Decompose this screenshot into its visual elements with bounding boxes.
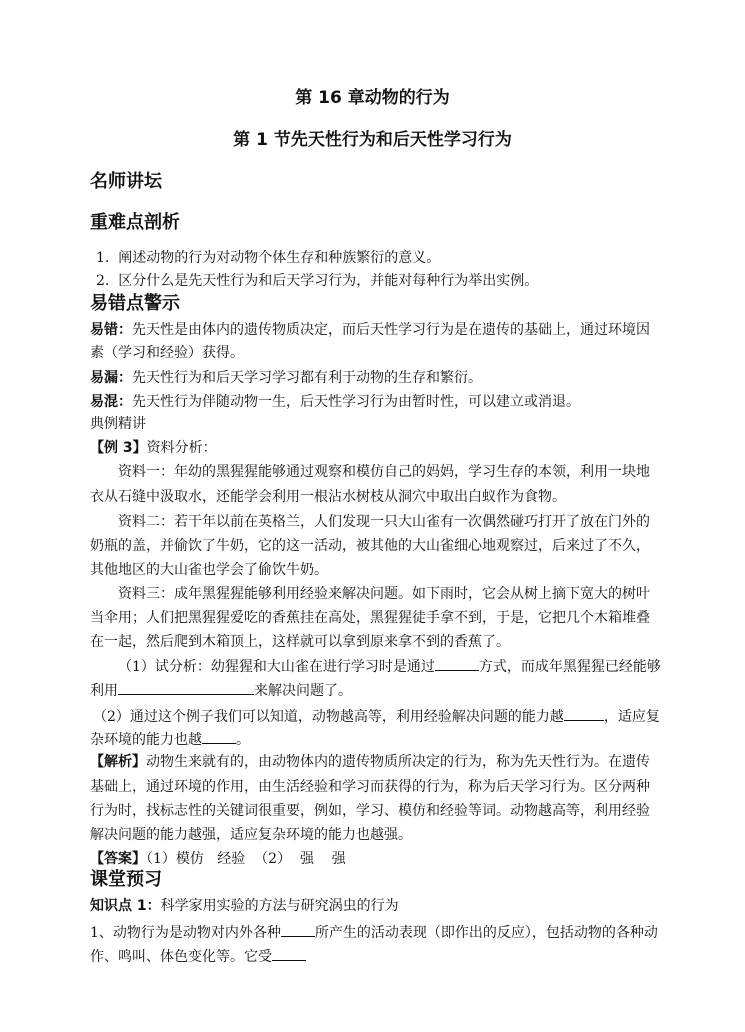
teacher-forum-heading: 名师讲坛 (90, 171, 162, 192)
chapter-title: 第 16 章动物的行为 (295, 88, 450, 108)
question-1-text: 利用 (90, 683, 118, 699)
question-1-line (118, 656, 718, 677)
key-point-item: 1. 阐述动物的行为对动物个体生存和种族繁衍的意义。 (96, 250, 441, 266)
key-points-heading: 重难点剖析 (90, 212, 180, 233)
analysis-text: 动物生来就有的，由动物体内的遗传物质所决定的行为，称为先天性行为。在遗传 (146, 754, 650, 770)
omit-line (90, 368, 690, 388)
preview-heading: 课堂预习 (90, 869, 162, 890)
material-1-line: 衣从石缝中汲取水，还能学会利用一根沾水树枝从洞穴中取出白蚁作为食物。 (90, 489, 566, 505)
example-heading: 典例精讲 (90, 416, 146, 432)
answer-blank[interactable] (118, 680, 254, 695)
analysis-line: 基础上，通过环境的作用，由生活经验和学习而获得的行为，称为后天学习行为。区分两种 (90, 779, 650, 795)
omit-text: 先天性行为和后天学习学习都有利于动物的生存和繁衍。 (132, 370, 482, 386)
question-2-text: 。 (236, 732, 250, 748)
material-1-line: 资料一：年幼的黑猩猩能够通过观察和模仿自己的妈妈，学习生存的本领，利用一块地 (118, 464, 650, 480)
preview-line (90, 922, 690, 943)
error-text: 先天性是由体内的遗传物质决定，而后天性学习行为是在遗传的基础上，通过环境因 (132, 322, 650, 338)
example-intro: 资料分析： (146, 440, 217, 456)
key-point-item: 2. 区分什么是先天性行为和后天学习行为，并能对每种行为举出实例。 (96, 273, 539, 289)
question-2-text: ，适应复 (603, 709, 660, 725)
mistakes-heading: 易错点警示 (90, 293, 180, 314)
answer-blank[interactable] (435, 656, 479, 671)
answer-label: 【答案】 (90, 851, 146, 867)
knowledge-point-text: 科学家用实验的方法与研究涡虫的行为 (160, 898, 399, 914)
material-2-line: 资料二：若干年以前在英格兰，人们发现一只大山雀有一次偶然碰巧打开了放在门外的 (118, 514, 650, 530)
question-2-text: （2）通过这个例子我们可以知道，动物越高等，利用经验解决问题的能力越 (93, 709, 564, 725)
error-line-cont: 素（学习和经验）获得。 (90, 345, 244, 361)
material-3-line: 在一起，然后爬到木箱顶上，这样就可以拿到原来拿不到的香蕉了。 (90, 634, 510, 650)
preview-text: 1、动物行为是动物对内外各种 (90, 925, 281, 941)
section-title: 第 1 节先天性行为和后天性学习行为 (233, 130, 512, 150)
answer-blank[interactable] (272, 946, 306, 961)
question-2-line-cont (90, 729, 690, 750)
question-1-text: 来解决问题了。 (254, 683, 352, 699)
question-2-line (93, 706, 693, 727)
analysis-line: 解决问题的能力越强，适应复杂环境的能力也越强。 (90, 827, 412, 843)
knowledge-point-label: 知识点 1： (90, 898, 161, 914)
knowledge-point-line (90, 896, 690, 916)
omit-label: 易漏： (90, 370, 132, 386)
question-1-text: 方式，而成年黑猩猩已经能够 (478, 659, 661, 675)
preview-text: 作、鸣叫、体色变化等。它受 (90, 949, 272, 965)
preview-text: 所产生的活动表现（即作出的反应），包括动物的各种动 (314, 925, 658, 941)
confuse-text: 先天性行为伴随动物一生，后天性学习行为由暂时性，可以建立或消退。 (132, 394, 580, 410)
material-2-line: 其他地区的大山雀也学会了偷饮牛奶。 (90, 562, 328, 578)
analysis-line: 行为时，找标志性的关键词很重要，例如，学习、模仿和经验等词。动物越高等，利用经验 (90, 803, 650, 819)
answer-blank[interactable] (564, 706, 604, 721)
answer-line (90, 849, 690, 869)
answer-blank[interactable] (281, 922, 315, 937)
preview-line (90, 946, 690, 967)
error-line (90, 320, 690, 340)
confuse-line (90, 392, 690, 412)
example-intro-line (90, 438, 690, 458)
question-2-text: 杂环境的能力也越 (90, 732, 202, 748)
question-1-line-cont (90, 680, 690, 701)
material-3-line: 资料三：成年黑猩猩能够利用经验来解决问题。如下雨时，它会从树上摘下宽大的树叶 (118, 586, 650, 602)
analysis-label: 【解析】 (90, 754, 146, 770)
error-label: 易错： (90, 322, 132, 338)
analysis-line (90, 752, 690, 772)
question-1-text: （1）试分析：幼猩猩和大山雀在进行学习时是通过 (118, 659, 435, 675)
answer-text: （1）模仿 经验 （2） 强 强 (146, 851, 346, 867)
material-2-line: 奶瓶的盖，并偷饮了牛奶，它的这一活动，被其他的大山雀细心地观察过，后来过了不久， (90, 538, 650, 554)
answer-blank[interactable] (202, 729, 236, 744)
confuse-label: 易混： (90, 394, 132, 410)
material-3-line: 当伞用；人们把黑猩猩爱吃的香蕉挂在高处，黑猩猩徒手拿不到，于是，它把几个木箱堆叠 (90, 610, 650, 626)
example-label: 【例 3】 (90, 440, 147, 456)
